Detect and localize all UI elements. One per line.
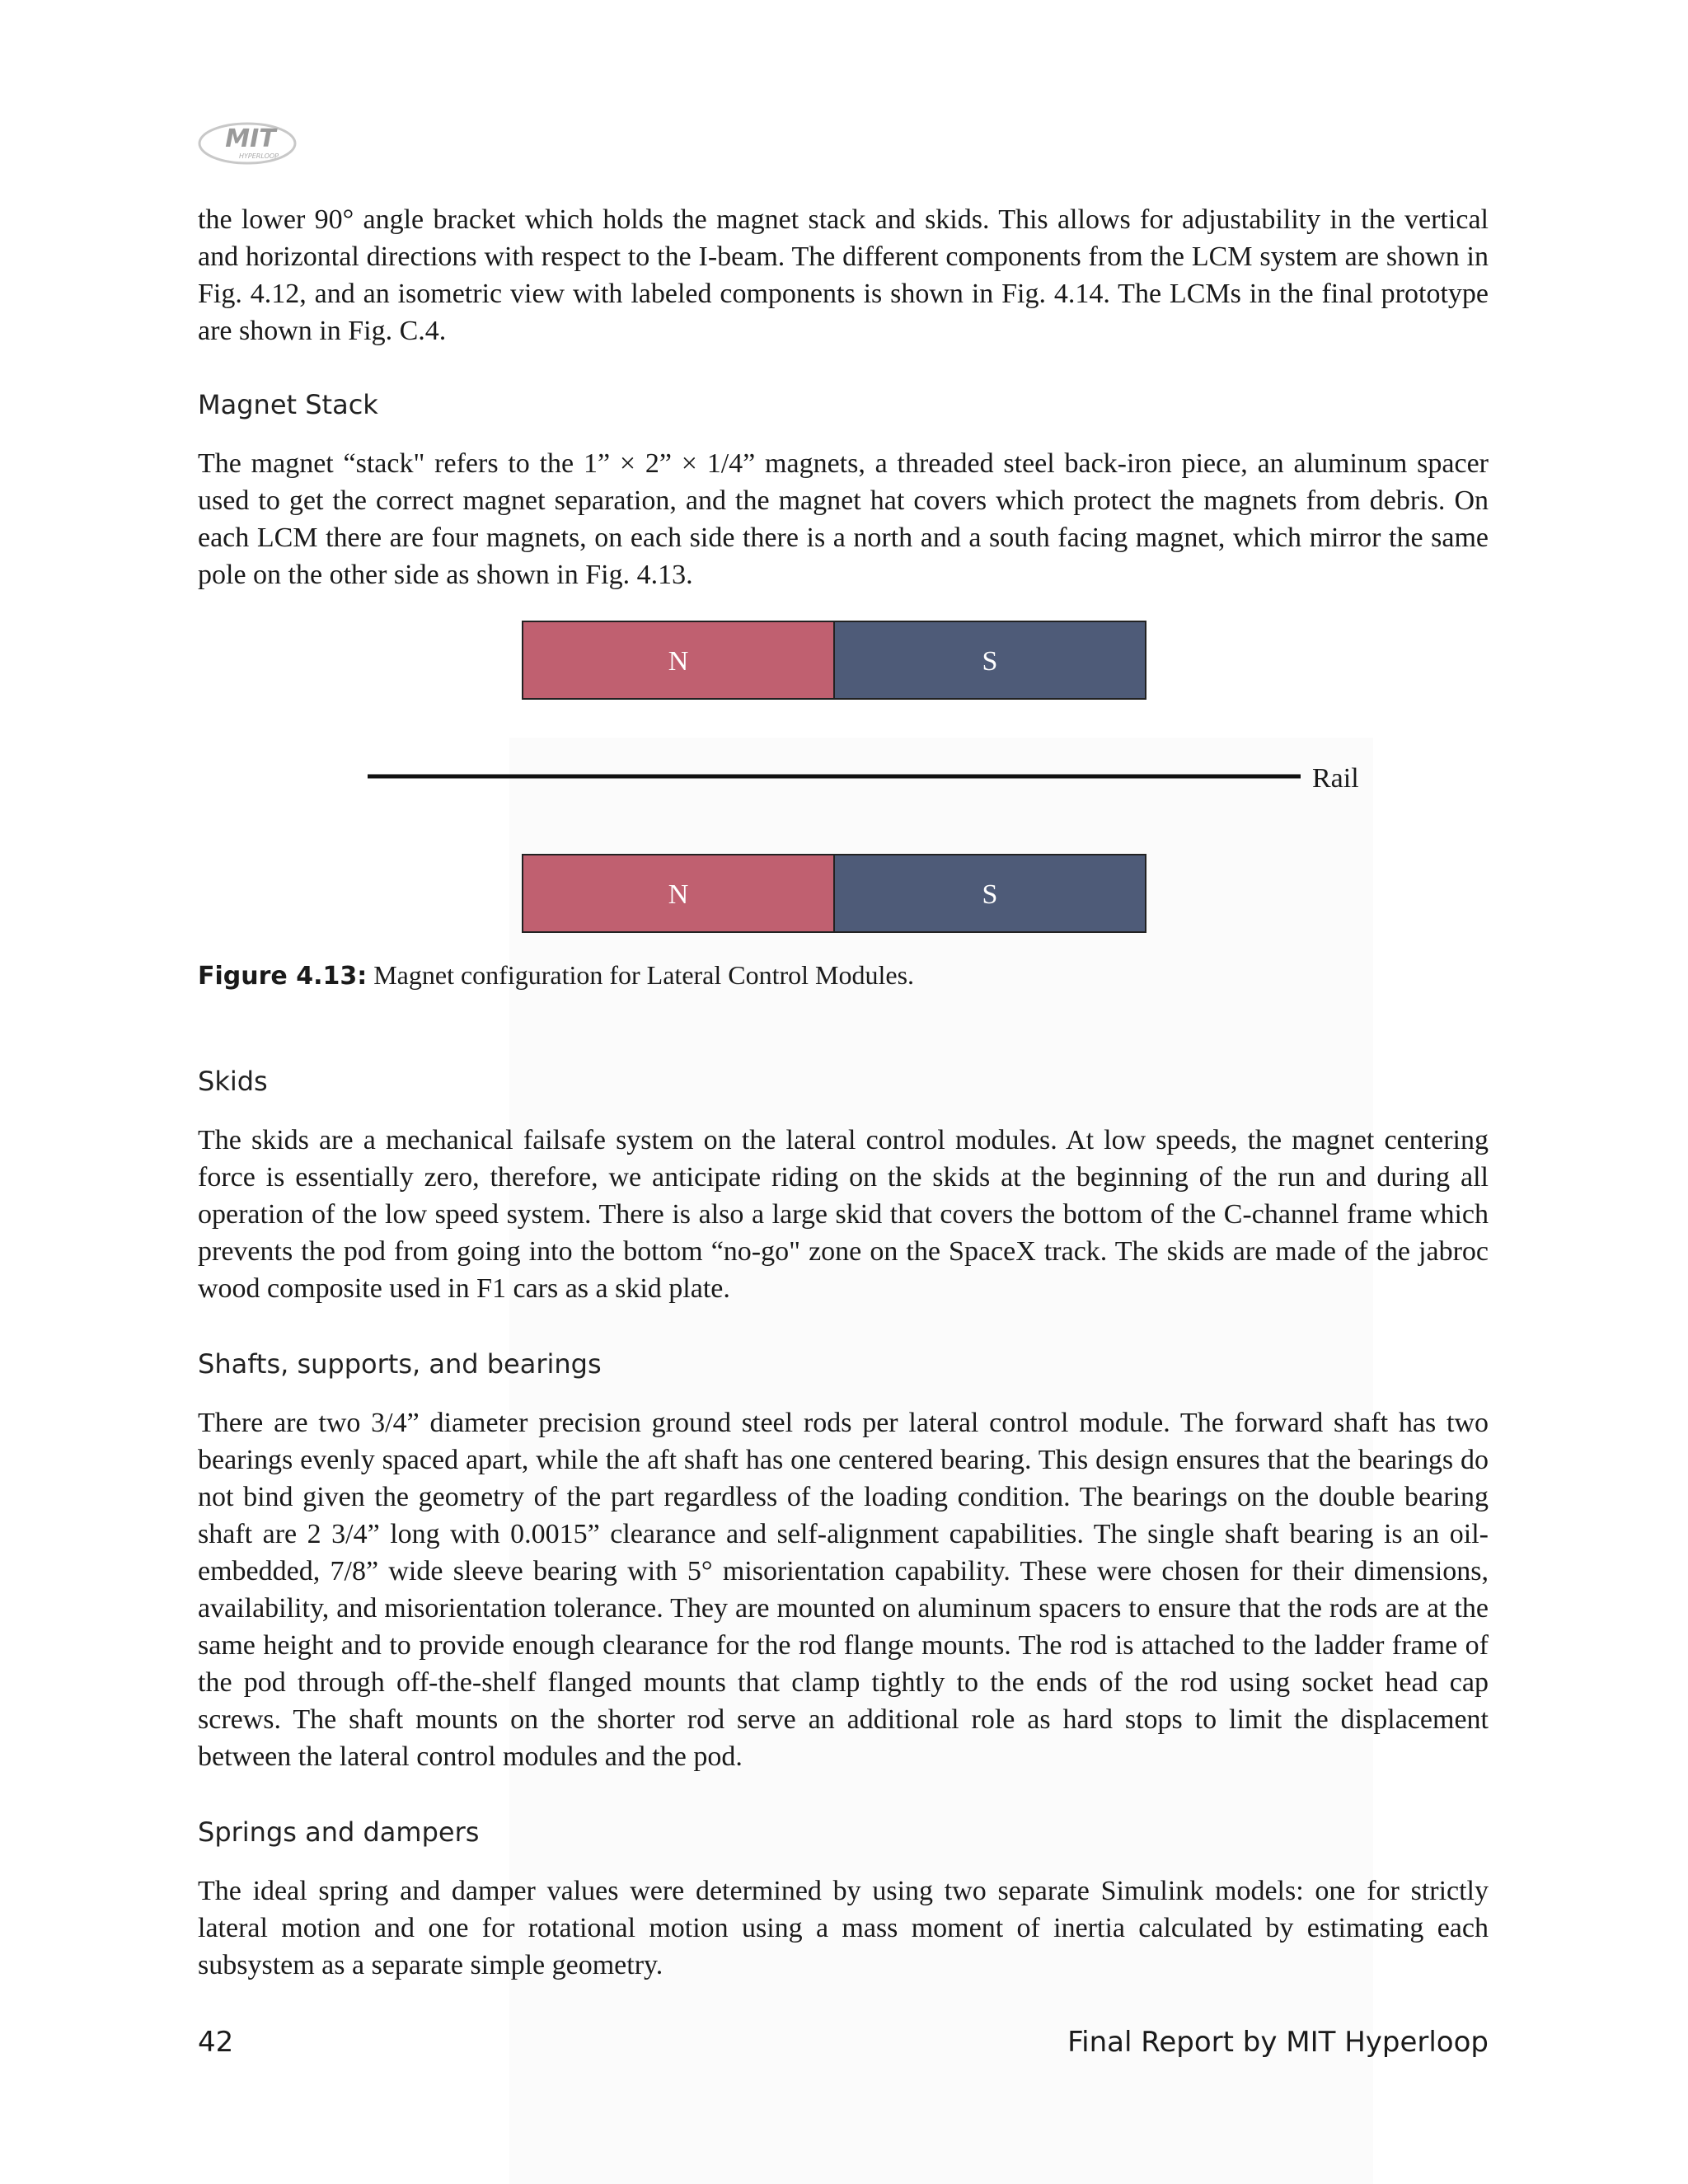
logo-subtext: HYPERLOOP (239, 152, 279, 160)
magnet-stack-paragraph: The magnet “stack" refers to the 1” × 2” × 1/4” magnets, a threaded steel back-iron piece, an aluminum spacer used to get the correct magnet separation, and the magnet hat covers which protect the magnets from debris. On each LCM there are four magnets, on each side there is a north and a south facing magnet, which mirror the same pole on the other side as shown in Fig. 4.13. (198, 448, 1489, 590)
rail-label: Rail (1312, 763, 1359, 794)
intro-paragraph: the lower 90° angle bracket which holds the magnet stack and skids. This allows for adjustability in the vertical and horizontal directions with respect to the I-beam. The different components from the LCM system are shown in Fig. 4.12, and an isometric view with labeled components is shown in Fig. 4.14. The LCMs in the final prototype are shown in Fig. C.4. (198, 204, 1489, 346)
logo-text: MIT (225, 124, 276, 153)
figure-caption-text: Magnet configuration for Lateral Control Modules. (373, 960, 915, 990)
top-north-label: N (668, 646, 689, 677)
magnet-configuration-figure (0, 0, 1688, 1071)
bottom-south-label: S (982, 879, 998, 910)
section-heading-shafts: Shafts, supports, and bearings (198, 1348, 602, 1380)
top-south-label: S (982, 646, 998, 677)
bottom-north-label: N (668, 879, 689, 910)
springs-paragraph: The ideal spring and damper values were determined by using two separate Simulink models: one for strictly lateral motion and one for rotational motion using a mass moment of inertia calculated by estimating each subsystem as a separate simple geometry. (198, 1876, 1489, 1980)
section-heading-skids: Skids (198, 1066, 268, 1097)
skids-paragraph: The skids are a mechanical failsafe system on the lateral control modules. At low speeds, the magnet centering force is essentially zero, therefore, we anticipate riding on the skids at the beginning of the run and during all operation of the low speed system. There is also a large skid that covers the bottom of the C-channel frame which prevents the pod from going into the bottom “no-go" zone on the SpaceX track. The skids are made of the jabroc wood composite used in F1 cars as a skid plate. (198, 1125, 1489, 1304)
footer-title: Final Report by MIT Hyperloop (1067, 2026, 1489, 2059)
section-heading-magnet-stack: Magnet Stack (198, 389, 378, 420)
shafts-paragraph: There are two 3/4” diameter precision ground steel rods per lateral control module. The forward shaft has two bearings evenly spaced apart, while the aft shaft has one centered bearing. This design ensures that the bearings do not bind given the geometry of the part regardless of the loading condition. The bearings on the double bearing shaft are 2 3/4” long with 0.0015” clearance and self-alignment capabilities. The single shaft bearing is an oil-embedded, 7/8” wide sleeve bearing with 5° misorientation capability. These were chosen for their dimensions, availability, and misorientation tolerance. They are mounted on aluminum spacers to ensure that the rods are at the same height and to provide enough clearance for the rod flange mounts. The rod is attached to the ladder frame of the pod through off-the-shelf flanged mounts that clamp tightly to the ends of the rod using socket head cap screws. The shaft mounts on the shorter rod serve an additional role as hard stops to limit the displacement between the lateral control modules and the pod. (198, 1408, 1489, 1772)
figure-caption-label: Figure 4.13: (198, 962, 368, 991)
page-number: 42 (198, 2026, 234, 2059)
figure-caption (198, 958, 914, 993)
section-heading-springs: Springs and dampers (198, 1816, 480, 1848)
